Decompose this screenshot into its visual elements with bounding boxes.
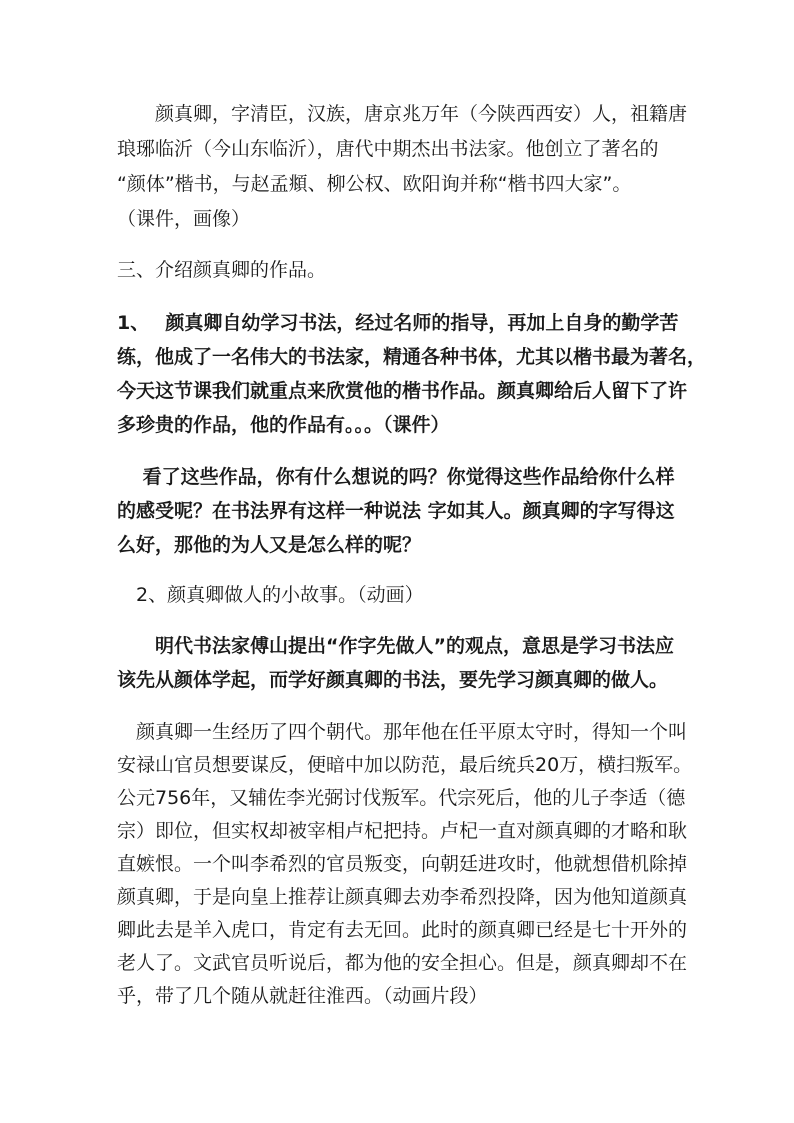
fu-shan-line-2: 该先从颜体学起，而学好颜真卿的书法，要先学习颜真卿的做人。 [117, 669, 669, 691]
thoughts-line-1: 看了这些作品，你有什么想说的吗？你觉得这些作品给你什么样 [117, 466, 675, 488]
story-line-4: 宗）即位，但实权却被宰相卢杞把持。卢杞一直对颜真卿的才略和耿 [117, 820, 688, 842]
intro-line-1: 颜真卿，字清臣，汉族，唐京兆万年（今陕西西安）人，祖籍唐 [117, 103, 688, 125]
story-line-6: 颜真卿，于是向皇上推荐让颜真卿去劝李希烈投降，因为他知道颜真 [117, 886, 688, 908]
works-line-4: 多珍贵的作品，他的作品有。。。（课件） [117, 414, 450, 436]
story-line-3: 公元756年，又辅佐李光弼讨伐叛军。代宗死后，他的儿子李适（德 [117, 787, 686, 809]
story-line-9: 乎，带了几个随从就赶往淮西。（动画片段） [117, 985, 488, 1007]
story-heading: 2、颜真卿做人的小故事。（动画） [117, 584, 424, 606]
works-line-2: 练，他成了一名伟大的书法家，精通各种书体，尤其以楷书最为著名， [117, 346, 707, 368]
fu-shan-line-1: 明代书法家傅山提出“作字先做人”的观点，意思是学习书法应 [117, 635, 674, 657]
story-line-5: 直嫉恨。一个叫李希烈的官员叛变，向朝廷进攻时，他就想借机除掉 [117, 853, 688, 875]
intro-line-3: “颜体”楷书，与赵孟頫、柳公权、欧阳询并称“楷书四大家”。 [117, 173, 632, 195]
works-line-3: 今天这节课我们就重点来欣赏他的楷书作品。颜真卿给后人留下了许 [117, 380, 688, 402]
intro-line-4: （课件，画像） [117, 208, 251, 230]
intro-line-2: 琅琊临沂（今山东临沂），唐代中期杰出书法家。他创立了著名的 [117, 138, 659, 160]
works-line-1: 1、 颜真卿自幼学习书法，经过名师的指导，再加上自身的勤学苦 [117, 312, 679, 334]
thoughts-line-3: 么好，那他的为人又是怎么样的呢？ [117, 534, 422, 556]
section-heading: 三、介绍颜真卿的作品。 [117, 259, 327, 281]
thoughts-line-2: 的感受呢？在书法界有这样一种说法 字如其人。颜真卿的字写得这 [117, 500, 675, 522]
story-line-1: 颜真卿一生经历了四个朝代。那年他在任平原太守时，得知一个叫 [117, 721, 688, 743]
story-line-7: 卿此去是羊入虎口，肯定有去无回。此时的颜真卿已经是七十开外的 [117, 919, 688, 941]
story-line-2: 安禄山官员想要谋反，便暗中加以防范，最后统兵20万，横扫叛军。 [117, 754, 693, 776]
story-line-8: 老人了。文武官员听说后，都为他的安全担心。但是，颜真卿却不在 [117, 952, 688, 974]
